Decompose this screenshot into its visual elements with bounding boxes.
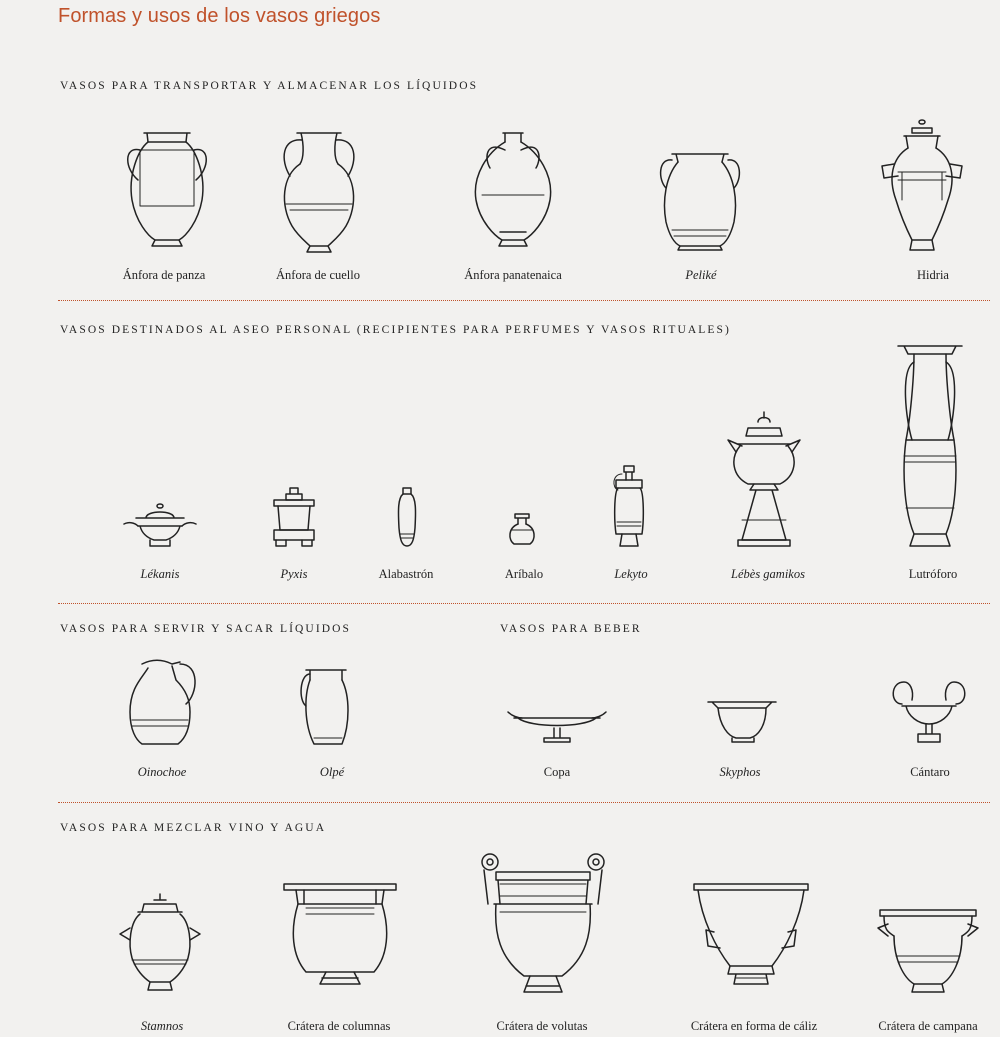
oinochoe-drawing: [130, 660, 195, 744]
section-mixing-heading: VASOS PARA MEZCLAR VINO Y AGUA: [60, 822, 327, 834]
cratera-campana-drawing: [878, 910, 978, 992]
olpe-drawing: [301, 670, 348, 744]
caption-olpe: Olpé: [319, 765, 345, 779]
caption-lebes: Lébès gamikos: [731, 567, 805, 581]
caption-lekyto: Lekyto: [614, 567, 648, 581]
caption-anfora-panatenaica: Ánfora panatenaica: [464, 268, 562, 282]
page-title: Formas y usos de los vasos griegos: [58, 5, 381, 27]
caption-copa: Copa: [543, 765, 571, 779]
caption-hidria: Hidria: [917, 268, 949, 282]
anfora-panza-drawing: [128, 133, 207, 246]
cratera-caliz-drawing: [694, 884, 808, 984]
caption-cratera-caliz: Crátera en forma de cáliz: [690, 1019, 818, 1033]
hidria-drawing: [882, 120, 962, 250]
caption-cratera-campana: Crátera de campana: [878, 1019, 978, 1033]
anfora-cuello-drawing: [284, 133, 354, 252]
skyphos-drawing: [708, 702, 776, 742]
caption-alabastron: Alabastrón: [378, 567, 434, 581]
anfora-panatenaica-drawing: [475, 133, 550, 246]
caption-cratera-volutas: Crátera de volutas: [496, 1019, 588, 1033]
caption-cratera-columnas: Crátera de columnas: [287, 1019, 391, 1033]
caption-stamnos: Stamnos: [140, 1019, 184, 1033]
caption-lutroforo: Lutróforo: [908, 567, 958, 581]
section-hygiene-heading: VASOS DESTINADOS AL ASEO PERSONAL (RECIPIENTES PARA PERFUMES Y VASOS RITUALES): [60, 324, 731, 336]
caption-anfora-panza: Ánfora de panza: [122, 268, 206, 282]
caption-oinochoe: Oinochoe: [137, 765, 187, 779]
caption-cantaro: Cántaro: [910, 765, 950, 779]
copa-drawing: [508, 712, 606, 742]
caption-anfora-cuello: Ánfora de cuello: [276, 268, 360, 282]
pyxis-drawing: [274, 488, 314, 546]
stamnos-drawing: [120, 894, 200, 990]
lebes-gamikos-drawing: [728, 412, 800, 546]
caption-pyxis: Pyxis: [280, 567, 308, 581]
pelike-drawing: [661, 154, 740, 250]
cratera-columnas-drawing: [284, 884, 396, 984]
cantaro-drawing: [893, 682, 965, 742]
caption-skyphos: Skyphos: [719, 765, 761, 779]
aribalo-drawing: [510, 514, 534, 544]
alabastron-drawing: [398, 488, 415, 546]
section-transport-heading: VASOS PARA TRANSPORTAR Y ALMACENAR LOS LÍQUIDOS: [60, 80, 479, 92]
lutroforo-drawing: [898, 346, 962, 546]
caption-aribalo: Aríbalo: [504, 567, 544, 581]
caption-pelike: Peliké: [685, 268, 717, 282]
section-drinking-heading: VASOS PARA BEBER: [500, 623, 642, 635]
lekyto-drawing: [614, 466, 643, 546]
section-serving-heading: VASOS PARA SERVIR Y SACAR LÍQUIDOS: [60, 623, 352, 635]
lekanis-drawing: [124, 504, 196, 546]
cratera-volutas-drawing: [482, 854, 604, 992]
caption-lekanis: Lékanis: [140, 567, 180, 581]
